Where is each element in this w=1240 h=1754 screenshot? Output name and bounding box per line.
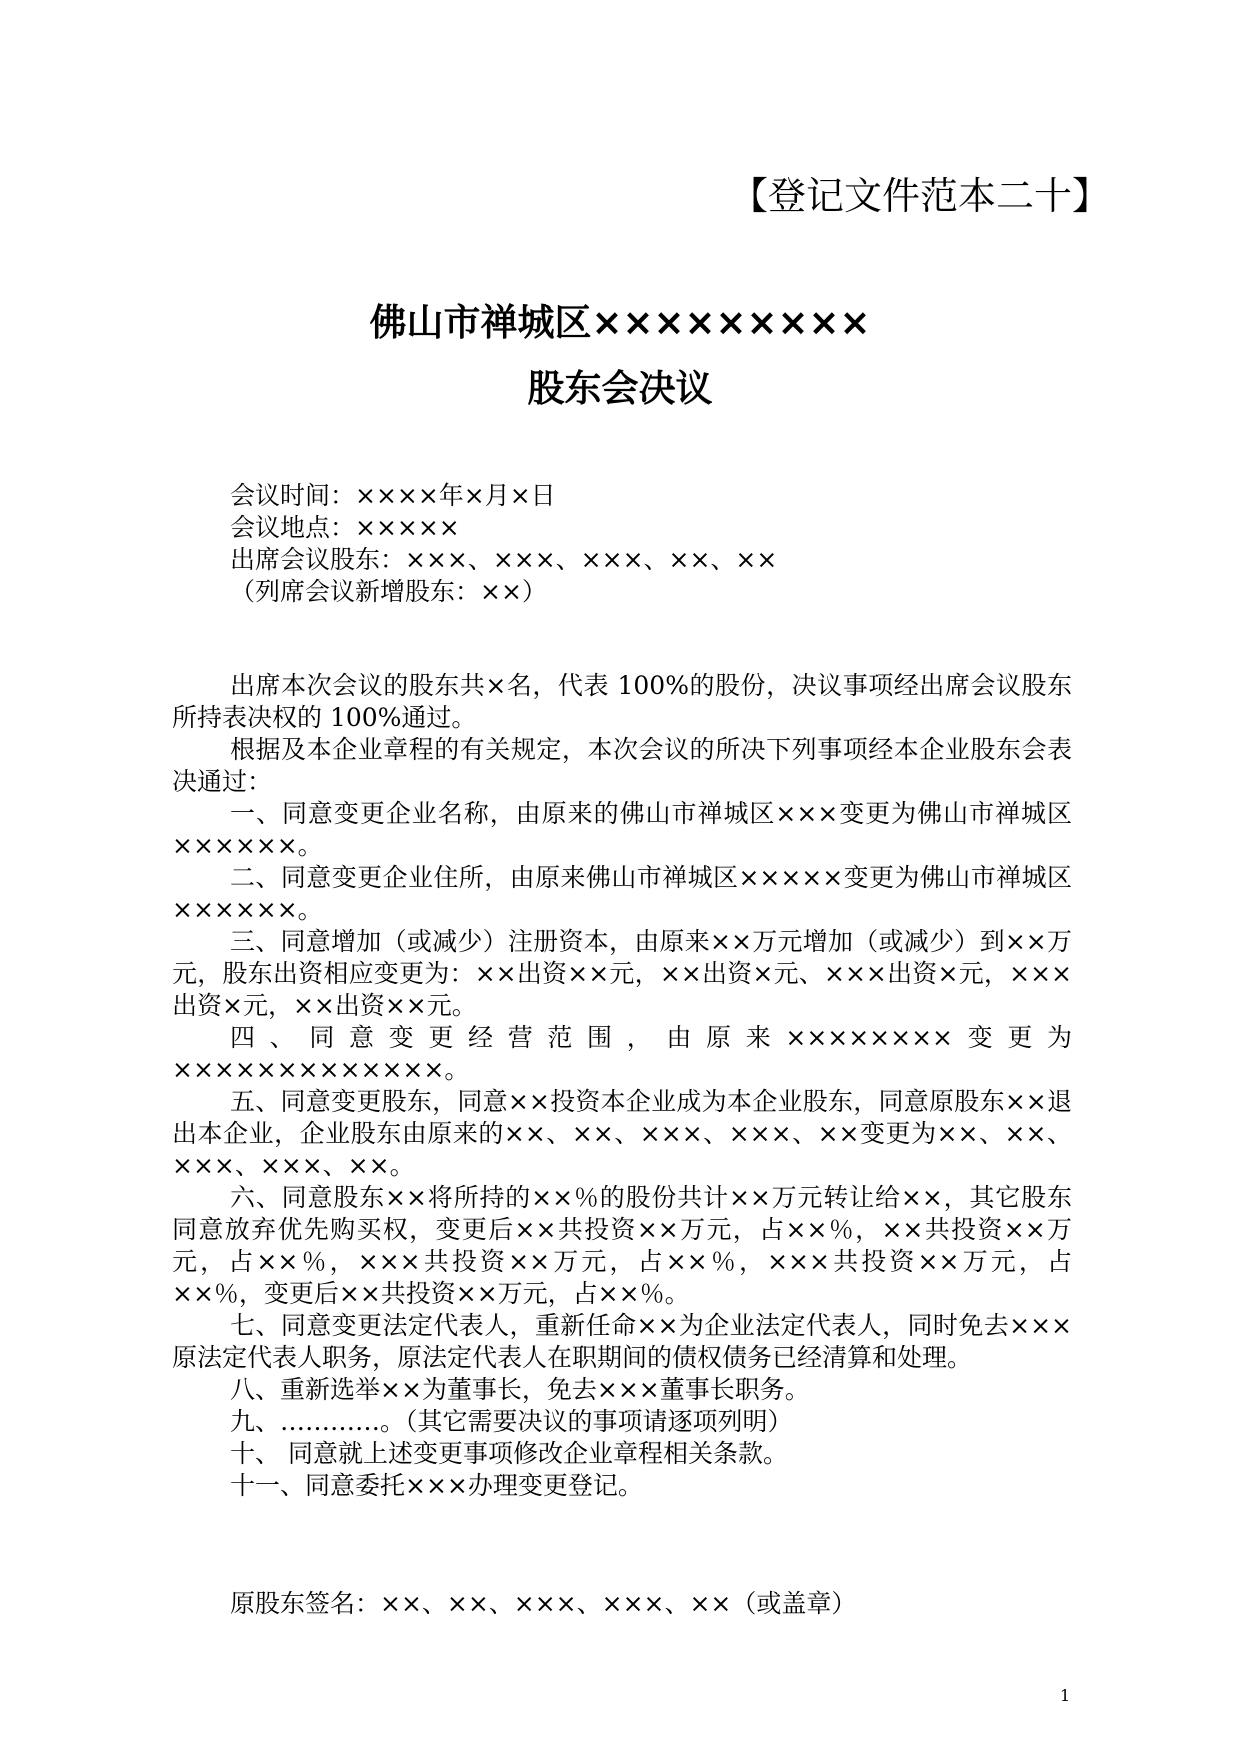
resolution-item-11: 十一、同意委托×××办理变更登记。	[230, 1471, 643, 1500]
template-tag: 【登记文件范本二十】	[729, 174, 1110, 218]
document-title: 股东会决议	[527, 367, 713, 410]
resolution-item-4: 四、同意变更经营范围，由原来××××××××变更为×××××××××××××。	[172, 1023, 1072, 1084]
resolution-item-3: 三、同意增加（或减少）注册资本，由原来××万元增加（或减少）到××万元，股东出资相应变更为：××出资××元，××出资×元、×××出资×元，×××出资×元，××出资××元。	[172, 927, 1072, 1020]
meeting-location: 会议地点：×××××	[230, 513, 460, 542]
resolution-body	[172, 670, 1072, 1502]
resolution-item-7: 七、同意变更法定代表人，重新任命××为企业法定代表人，同时免去×××原法定代表人职务，原法定代表人在职期间的债权债务已经清算和处理。	[172, 1311, 1072, 1372]
page-number: 1	[1060, 1686, 1071, 1705]
shareholder-signature-line: 原股东签名：××、××、×××、×××、××（或盖章）	[230, 1589, 857, 1618]
resolution-item-6: 六、同意股东××将所持的××％的股份共计××万元转让给××，其它股东同意放弃优先购买权，变更后××共投资××万元，占××％，××共投资××万元，占××％，×××共投资××万元，占××％，×××共投资××万元，占××％，变更后××共投资××万元，占××％。	[172, 1183, 1072, 1308]
meeting-time: 会议时间：××××年×月×日	[230, 481, 556, 510]
resolution-item-5: 五、同意变更股东，同意××投资本企业成为本企业股东，同意原股东××退出本企业，企业股东由原来的××、××、×××、×××、××变更为××、××、×××、×××、××。	[172, 1087, 1072, 1180]
attending-shareholders: 出席会议股东：×××、×××、×××、××、××	[230, 545, 778, 574]
paragraph-quorum: 出席本次会议的股东共×名，代表 100%的股份，决议事项经出席会议股东所持表决权的 100%通过。	[172, 671, 1072, 732]
resolution-item-8: 八、重新选举××为董事长，免去×××董事长职务。	[230, 1375, 810, 1404]
new-shareholders-note: （列席会议新增股东：××）	[230, 577, 547, 606]
resolution-item-1: 一、同意变更企业名称，由原来的佛山市禅城区×××变更为佛山市禅城区××××××。	[172, 799, 1072, 860]
document-title-company: 佛山市禅城区×××××××××	[369, 301, 871, 344]
resolution-item-9: 九、…………。（其它需要决议的事项请逐项列明）	[230, 1407, 793, 1436]
resolution-item-2: 二、同意变更企业住所，由原来佛山市禅城区×××××变更为佛山市禅城区××××××。	[172, 863, 1072, 924]
meeting-info	[230, 480, 777, 608]
resolution-item-10: 十、 同意就上述变更事项修改企业章程相关条款。	[230, 1439, 788, 1468]
paragraph-intro: 根据及本企业章程的有关规定，本次会议的所决下列事项经本企业股东会表决通过：	[172, 735, 1072, 796]
